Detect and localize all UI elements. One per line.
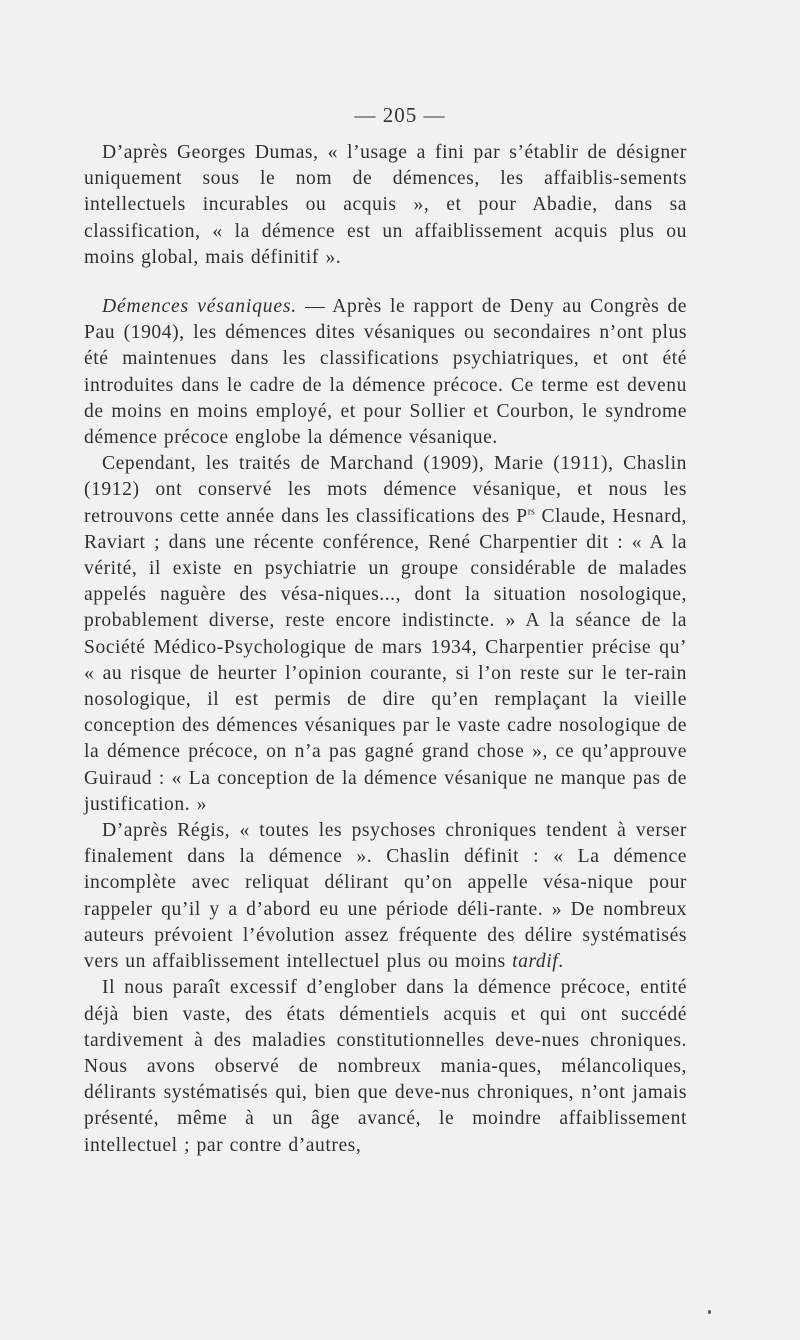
paragraph-demences-vesaniques-text: — Après le rapport de Deny au Congrès de Pau (1904), les démences dites vésaniques ou secondaires n’ont plus été maintenues dans les classifications psychiatriques, et ont été introduites dans le cadre de la démence précoce. Ce terme est devenu de moins en moins employé, et pour Sollier et Courbon, le syndrome démence précoce englobe la démence vésanique.: [84, 296, 688, 449]
paragraph-excessif-text: Il nous paraît excessif d’englober dans la démence précoce, entité déjà bien vaste, des états démentiels acquis et qui ont succédé tardivement à des maladies constitutionnelles deve-nues chroniques. Nous avons observé de nombreux mania-ques, mélancoliques, délirants systématisés qui, bien que deve-nus chroniques, n’ont jamais présenté, même à un âge avancé, le moindre affaiblissement intellectuel ; par contre d’autres,: [84, 977, 687, 1156]
professors-superscript: rs: [527, 506, 535, 518]
paragraph-cependant: [84, 451, 687, 818]
tardif-emphasis: tardif: [512, 951, 559, 973]
paragraph-excessif: [84, 975, 687, 1158]
paragraph-dumas: [84, 140, 687, 271]
paragraph-regis-text-before: D’après Régis, « toutes les psychoses chroniques tendent à verser finalement dans la démence ». Chaslin définit : « La démence incomplète avec reliquat délirant qu’on appelle vésa-nique pour rappeler qu’il y a d’abord eu une période déli-rante. » De nombreux auteurs prévoient l’évolution assez fréquente des délire systématisés vers un affaiblissement intellectuel plus ou moins: [84, 820, 687, 973]
paragraph-regis-text-after: .: [558, 951, 564, 973]
paragraph-cependant-text-after: Claude, Hesnard, Raviart ; dans une récente conférence, René Charpentier dit : « A la vérité, il existe en psychiatrie un groupe considérable de malades appelés naguère des vésa-niques..., dont la situation nosologique, probablement diverse, reste encore indistincte. » A la séance de la Société Médico-Psychologique de mars 1934, Charpentier précise qu’ « au risque de heurter l’opinion courante, si l’on reste sur le ter-rain nosologique, il est permis de dire qu’en remplaçant la vieille conception des démences vésaniques par le vaste cadre nosologique de la démence précoce, on n’a pas gagné grand chose », ce qu’approuve Guiraud : « La conception de la démence vésanique ne manque pas de justification. »: [84, 505, 687, 815]
paragraph-cependant-text-before: Cependant, les traités de Marchand (1909), Marie (1911), Chaslin (1912) ont conservé les mots démence vésanique, et nous les retrouvons cette année dans les classifications des P: [84, 453, 687, 527]
paragraph-regis: [84, 818, 687, 975]
page-number: — 205 —: [354, 103, 446, 127]
section-title: Démences vésaniques.: [102, 296, 297, 318]
body-text: [84, 140, 687, 1159]
ink-speck: [708, 1310, 711, 1314]
paragraph-dumas-text: D’après Georges Dumas, « l’usage a fini par s’établir de désigner uniquement sous le nom de démences, les affaiblis-sements intellectuels incurables ou acquis », et pour Abadie, dans sa classification, « la démence est un affaiblissement acquis plus ou moins global, mais définitif ».: [84, 142, 687, 268]
paragraph-demences-vesaniques: [84, 294, 687, 451]
